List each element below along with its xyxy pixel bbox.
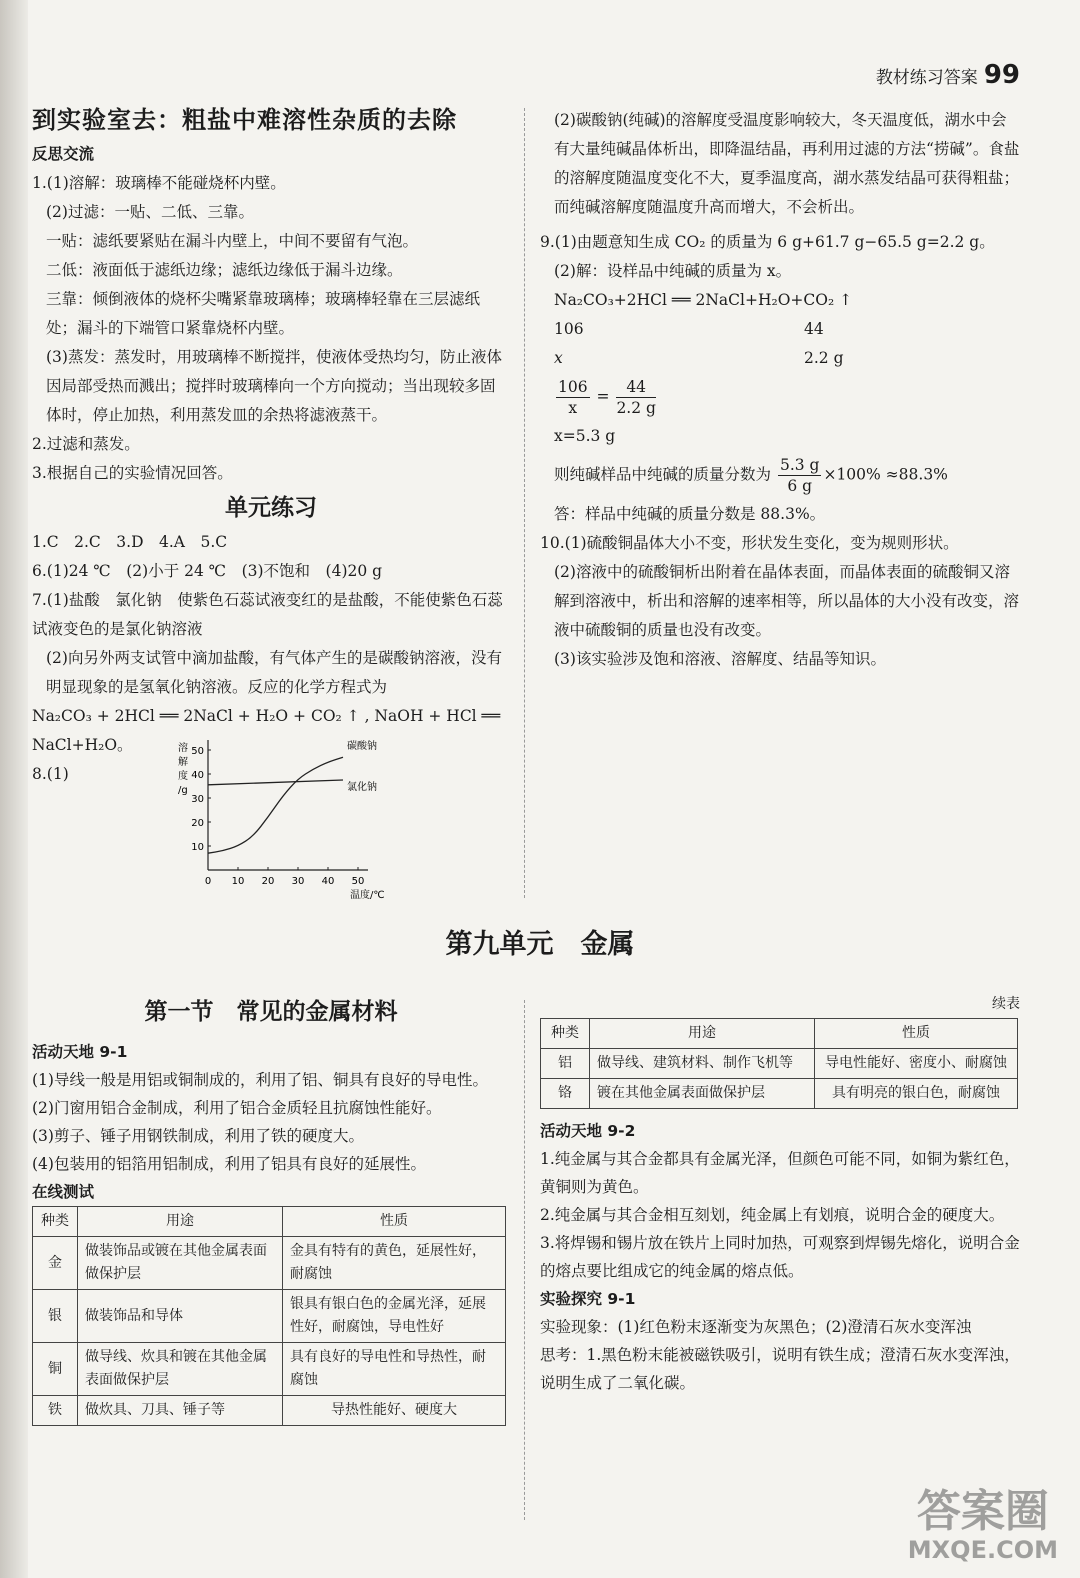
answer-line: 10.(1)硫酸铜晶体大小不变，形状发生变化，变为规则形状。 — [540, 534, 959, 552]
y-tick-label: 50 — [191, 746, 204, 757]
y-axis-label: 解 — [178, 757, 188, 768]
watermark-logo — [908, 1488, 1058, 1564]
table-cell: 具有明亮的银白色，耐腐蚀 — [815, 1079, 1018, 1109]
unit-practice-title: 单元练习 — [225, 495, 317, 521]
column-header: 性质 — [283, 1207, 506, 1237]
mass-value: x — [554, 349, 563, 367]
bottom-left-column — [32, 992, 510, 1426]
table-cell: 做导线、建筑材料、制作飞机等 — [590, 1049, 815, 1079]
ratio-denominator: x — [568, 399, 578, 417]
answer-line: Na₂CO₃ + 2HCl ══ 2NaCl + H₂O + CO₂ ↑ , NaOH + HCl ══ — [32, 707, 501, 725]
answer-line: (3)蒸发：蒸发时，用玻璃棒不断搅拌，使液体受热均匀，防止液体因局部受热而溅出；搅拌时玻璃棒向一个方向搅动；当出现较多固体时，停止加热，利用蒸发皿的余热将滤液蒸干。 — [46, 348, 502, 424]
table-row — [541, 1049, 1018, 1079]
table-cell: 导热性能好、硬度大 — [283, 1396, 506, 1426]
x-tick-label: 10 — [231, 876, 245, 887]
answer-line: (2)溶液中的硫酸铜析出附着在晶体表面，而晶体表面的硫酸铜又溶解到溶液中，析出和溶解的速率相等，所以晶体的大小没有改变，溶液中硫酸铜的质量也没有改变。 — [554, 563, 1020, 639]
series-line-sodium-carbonate — [208, 757, 343, 853]
percent-numerator: 5.3 g — [779, 456, 820, 474]
solubility-chart — [160, 735, 390, 905]
x-axis-label: 温度/℃ — [350, 890, 385, 901]
answer-line: 1.(1)溶解：玻璃棒不能碰烧杯内壁。 — [32, 174, 286, 192]
unit-title: 第九单元 金属 — [445, 929, 635, 960]
column-divider — [524, 1000, 525, 1520]
y-tick-label: 30 — [191, 794, 204, 805]
y-tick-label: 10 — [191, 842, 204, 853]
series-label: 氯化钠 — [347, 782, 377, 793]
table-row — [541, 1079, 1018, 1109]
right-column — [540, 106, 1020, 674]
table-cell: 金 — [33, 1237, 78, 1290]
answer-line: (2)门窗用铝合金制成，利用了铝合金质轻且抗腐蚀性能好。 — [32, 1099, 442, 1117]
table-cell: 做装饰品或镀在其他金属表面做保护层 — [78, 1237, 283, 1290]
metal-table-continued — [540, 1018, 1018, 1109]
page-gutter-shadow — [0, 0, 28, 1578]
table-cell: 铝 — [541, 1049, 590, 1079]
explore-heading: 实验探究 9-1 — [540, 1290, 636, 1308]
x-tick-label: 0 — [204, 876, 212, 887]
series-line-sodium-chloride — [208, 780, 343, 785]
table-cell: 金具有特有的黄色，延展性好，耐腐蚀 — [283, 1237, 506, 1290]
y-axis-label: /g — [178, 785, 188, 796]
series-label: 碳酸钠 — [347, 741, 377, 753]
column-header: 性质 — [815, 1019, 1018, 1049]
watermark-text: 答案圈 — [916, 1486, 1049, 1537]
table-row — [33, 1343, 506, 1396]
y-axis-label: 溶 — [178, 743, 188, 754]
answer-line: 6.(1)24 ℃ (2)小于 24 ℃ (3)不饱和 (4)20 g — [32, 562, 383, 580]
answer-line: (1)导线一般是用铝或铜制成的，利用了铝、铜具有良好的导电性。 — [32, 1071, 488, 1089]
y-tick-label: 20 — [191, 818, 204, 829]
page-header — [876, 60, 1020, 90]
table-cell: 具有良好的导电性和导热性，耐腐蚀 — [283, 1343, 506, 1396]
header-section: 教材练习答案 — [875, 68, 978, 88]
y-axis-label: 度 — [178, 771, 188, 782]
percent-text: 则纯碱样品中纯碱的质量分数为 — [554, 465, 772, 484]
equation-line: Na₂CO₃+2HCl ══ 2NaCl+H₂O+CO₂ ↑ — [554, 291, 853, 309]
ratio-numerator: 44 — [616, 377, 656, 398]
test-heading: 在线测试 — [32, 1183, 95, 1201]
column-header: 种类 — [541, 1019, 590, 1049]
answer-line: 2.过滤和蒸发。 — [32, 435, 140, 453]
table-cell: 银 — [33, 1290, 78, 1343]
metal-table — [32, 1206, 506, 1426]
answer-line: 答：样品中纯碱的质量分数是 88.3%。 — [554, 505, 826, 523]
x-tick-label: 50 — [351, 876, 365, 887]
equation-mass-row — [540, 315, 1020, 344]
table-cell: 铜 — [33, 1343, 78, 1396]
bottom-right-column — [540, 990, 1020, 1397]
y-tick-label: 40 — [191, 770, 204, 781]
table-row — [33, 1237, 506, 1290]
mass-value: 2.2 g — [804, 349, 844, 367]
answer-line: 1.C 2.C 3.D 4.A 5.C — [32, 533, 228, 551]
column-header: 用途 — [590, 1019, 815, 1049]
table-cell: 做导线、炊具和镀在其他金属表面做保护层 — [78, 1343, 283, 1396]
percent-line — [540, 455, 1020, 496]
reflect-heading: 反思交流 — [32, 145, 95, 163]
ratio-equation: $\frac{106}{x}$ = $\frac{44}{2.2 g}$ — [558, 378, 656, 417]
activity-heading: 活动天地 9-1 — [32, 1043, 128, 1061]
answer-line: 3.将焊锡和锡片放在铁片上同时加热，可观察到焊锡先熔化，说明合金的熔点要比组成它的纯金属的熔点低。 — [540, 1234, 1020, 1280]
equation-mass-row — [540, 344, 1020, 373]
column-divider — [524, 108, 525, 898]
ratio-denominator: 2.2 g — [616, 399, 656, 417]
percent-result: ×100% ≈88.3% — [823, 465, 948, 484]
table-cell: 铁 — [33, 1396, 78, 1426]
answer-line: (3)该实验涉及饱和溶液、溶解度、结晶等知识。 — [554, 650, 886, 668]
x-tick-label: 30 — [291, 876, 305, 887]
answer-line: (2)解：设样品中纯碱的质量为 x。 — [554, 262, 792, 280]
answer-line: NaCl+H₂O。 — [32, 736, 133, 754]
answer-line: 1.纯金属与其合金都具有金属光泽，但颜色可能不同，如铜为紫红色，黄铜则为黄色。 — [540, 1150, 1020, 1196]
answer-line: (2)向另外两支试管中滴加盐酸，有气体产生的是碳酸钠溶液，没有明显现象的是氢氧化钠溶液。反应的化学方程式为 — [46, 649, 502, 696]
answer-line: 一贴：滤纸要紧贴在漏斗内壁上，中间不要留有气泡。 — [46, 232, 419, 250]
mass-value: 44 — [804, 320, 824, 338]
answer-line: 实验现象：(1)红色粉末逐渐变为灰黑色；(2)澄清石灰水变浑浊 — [540, 1318, 972, 1336]
section-title: 第一节 常见的金属材料 — [144, 999, 398, 1025]
experiment-title: 到实验室去：粗盐中难溶性杂质的去除 — [32, 106, 457, 134]
table-cell: 做装饰品和导体 — [78, 1290, 283, 1343]
answer-line: 三靠：倾倒液体的烧杯尖嘴紧靠玻璃棒；玻璃棒轻靠在三层滤纸处；漏斗的下端管口紧靠烧杯内壁。 — [46, 290, 481, 337]
activity-heading: 活动天地 9-2 — [540, 1122, 636, 1140]
column-header: 种类 — [33, 1207, 78, 1237]
answer-line: 9.(1)由题意知生成 CO₂ 的质量为 6 g+61.7 g−65.5 g=2.2 g。 — [540, 233, 995, 251]
table-cell: 铬 — [541, 1079, 590, 1109]
table-row — [33, 1396, 506, 1426]
watermark-url: MXQE.COM — [907, 1536, 1058, 1564]
answer-line: 思考：1.黑色粉末能被磁铁吸引，说明有铁生成；澄清石灰水变浑浊，说明生成了二氧化碳。 — [540, 1346, 1020, 1392]
column-header: 用途 — [78, 1207, 283, 1237]
table-cell: 银具有银白色的金属光泽，延展性好，耐腐蚀，导电性好 — [283, 1290, 506, 1343]
answer-line: (4)包装用的铝箔用铝制成，利用了铝具有良好的延展性。 — [32, 1155, 426, 1173]
table-header-row — [541, 1019, 1018, 1049]
table-cell: 导电性能好、密度小、耐腐蚀 — [815, 1049, 1018, 1079]
x-tick-label: 20 — [261, 876, 275, 887]
answer-line: x=5.3 g — [554, 427, 616, 445]
answer-line: 8.(1) — [32, 765, 69, 783]
percent-denominator: 6 g — [787, 477, 813, 495]
x-tick-label: 40 — [321, 876, 335, 887]
table-cell: 镀在其他金属表面做保护层 — [590, 1079, 815, 1109]
answer-line: (2)过滤：一贴、二低、三靠。 — [46, 203, 254, 221]
left-column — [32, 100, 510, 789]
table-cell: 做炊具、刀具、锤子等 — [78, 1396, 283, 1426]
ratio-numerator: 106 — [558, 378, 588, 396]
answer-line: 3.根据自己的实验情况回答。 — [32, 464, 233, 482]
answer-line: 7.(1)盐酸 氯化钠 使紫色石蕊试液变红的是盐酸，不能使紫色石蕊试液变色的是氯化钠溶液 — [32, 591, 503, 638]
table-row — [33, 1290, 506, 1343]
page-number: 99 — [983, 60, 1020, 90]
answer-line: (2)碳酸钠(纯碱)的溶解度受温度影响较大，冬天温度低，湖水中会有大量纯碱晶体析出，即降温结晶，再利用过滤的方法“捞碱”。食盐的溶解度随温度变化不大，夏季温度高，湖水蒸发结晶可获得粗盐；而纯碱溶解度随温度升高而增大，不会析出。 — [554, 111, 1020, 216]
answer-line: 二低：液面低于滤纸边缘；滤纸边缘低于漏斗边缘。 — [46, 261, 403, 279]
table-header-row — [33, 1207, 506, 1237]
answer-line: (3)剪子、锤子用钢铁制成，利用了铁的硬度大。 — [32, 1127, 364, 1145]
continued-label: 续表 — [992, 996, 1020, 1012]
mass-value: 106 — [554, 320, 584, 338]
answer-line: 2.纯金属与其合金相互刻划，纯金属上有划痕，说明合金的硬度大。 — [540, 1206, 1005, 1224]
